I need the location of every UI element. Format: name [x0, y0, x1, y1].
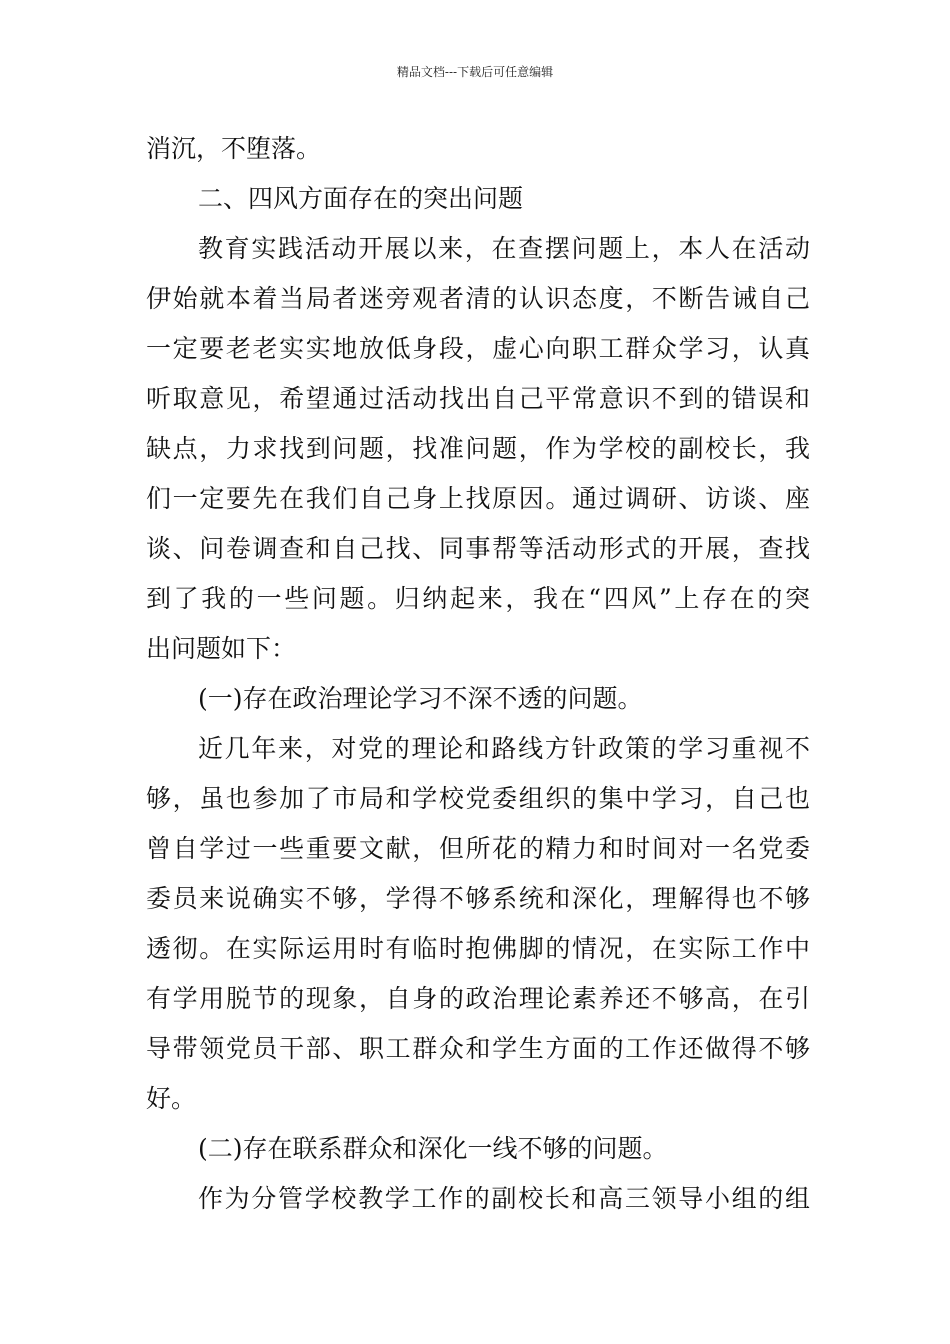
text-line: 二、四风方面存在的突出问题 [198, 184, 524, 213]
text-line: 出问题如下： [146, 634, 297, 663]
text-line: 好。 [146, 1084, 197, 1113]
text-line: 伊始就本着当局者迷旁观者清的认识态度，不断告诫自己 [146, 284, 810, 313]
page-header: 精品文档---下载后可任意编辑 [396, 65, 554, 79]
text-line: 到了我的一些问题。归纳起来，我在“四风”上存在的突 [146, 584, 810, 613]
text-line: 曾自学过一些重要文献，但所花的精力和时间对一名党委 [146, 834, 810, 863]
text-line: 教育实践活动开展以来，在查摆问题上，本人在活动 [198, 234, 810, 263]
text-line: 消沉，不堕落。 [146, 134, 322, 163]
text-line: 缺点，力求找到问题，找准问题，作为学校的副校长，我 [146, 434, 810, 463]
text-line: 们一定要先在我们自己身上找原因。通过调研、访谈、座 [146, 484, 810, 513]
text-line: 透彻。在实际运用时有临时抱佛脚的情况，在实际工作中 [146, 934, 810, 963]
text-line: 一定要老老实实地放低身段，虚心向职工群众学习，认真 [146, 334, 810, 363]
text-line: 作为分管学校教学工作的副校长和高三领导小组的组 [198, 1184, 810, 1213]
text-line: 导带领党员干部、职工群众和学生方面的工作还做得不够 [146, 1034, 810, 1063]
text-line: 委员来说确实不够，学得不够系统和深化，理解得也不够 [146, 884, 810, 913]
text-line: 够，虽也参加了市局和学校党委组织的集中学习，自己也 [146, 784, 810, 813]
text-line: 有学用脱节的现象，自身的政治理论素养还不够高，在引 [146, 984, 810, 1013]
document-body [146, 124, 810, 1224]
text-line: (一)存在政治理论学习不深不透的问题。 [198, 684, 643, 713]
text-line: 听取意见，希望通过活动找出自己平常意识不到的错误和 [146, 384, 810, 413]
text-line: 近几年来，对党的理论和路线方针政策的学习重视不 [198, 734, 810, 763]
text-line: (二)存在联系群众和深化一线不够的问题。 [198, 1134, 668, 1163]
text-line: 谈、问卷调查和自己找、同事帮等活动形式的开展，查找 [146, 534, 810, 563]
